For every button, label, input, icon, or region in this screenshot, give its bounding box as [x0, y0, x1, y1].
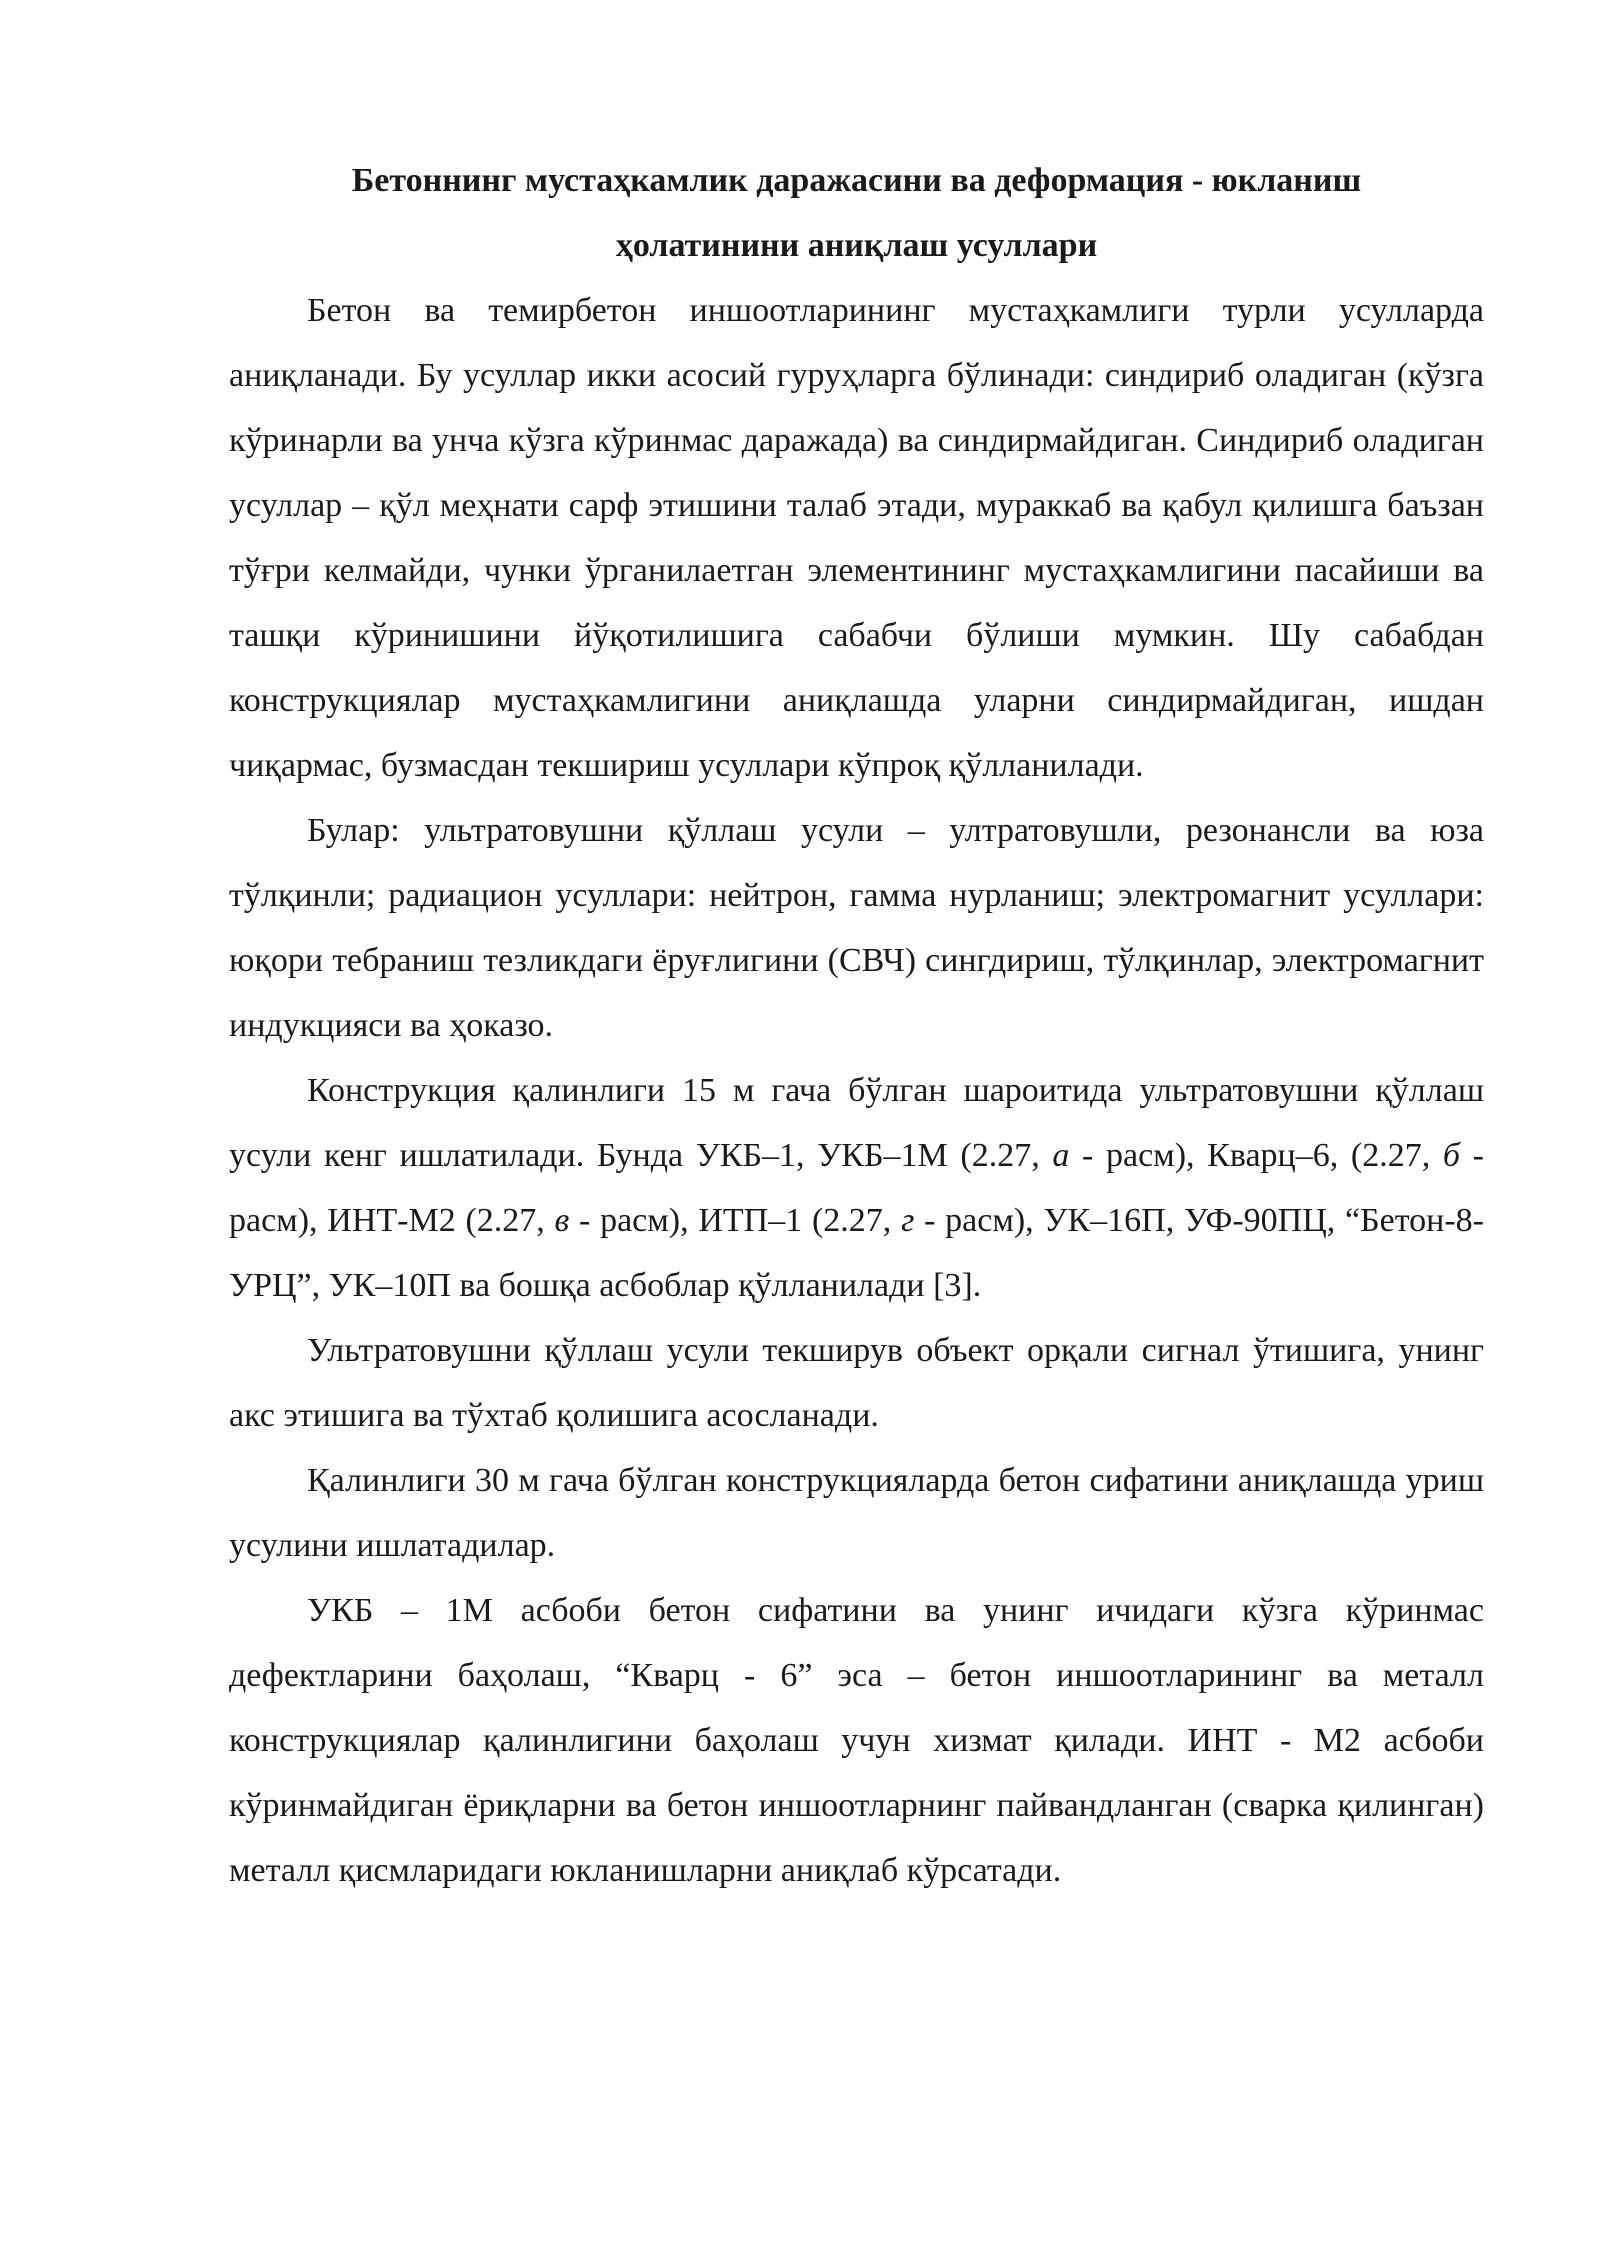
- figure-ref-v: в: [554, 1202, 570, 1239]
- paragraph-3: [229, 1058, 1484, 1318]
- paragraph-1: Бетон ва темирбетон иншоотларининг мустаҳкамлиги турли усулларда аниқланади. Бу усуллар икки асосий гуруҳларга бўлинади: синдириб оладиган (кўзга кўринарли ва унча кўзга кўринмас даражада) ва синдирмайдиган. Синдириб оладиган усуллар – қўл меҳнати сарф этишини талаб этади, мураккаб ва қабул қилишга баъзан тўғри келмайди, чунки ўрганилаетган элементининг мустаҳкамлигини пасайиши ва ташқи кўринишини йўқотилишига сабабчи бўлиши мумкин. Шу сабабдан конструкциялар мустаҳкамлигини аниқлашда уларни синдирмайдиган, ишдан чиқармас, бузмасдан текшириш усуллари кўпроқ қўлланилади.: [229, 292, 1484, 784]
- figure-ref-a: а: [1052, 1137, 1070, 1174]
- paragraph-3-text-1: Конструкция қалинлиги 15 м гача бўлган шароитида ультратовушни қўллаш усули кенг ишлатилади. Бунда УКБ–1, УКБ–1М (2.27,: [229, 1072, 1484, 1174]
- document-title: [229, 148, 1484, 278]
- paragraph-3-text-4: - расм), ИТП–1 (2.27,: [569, 1202, 902, 1239]
- paragraph-3-text-5: - расм), УК–16П, УФ-90ПЦ, “Бетон-8-УРЦ”, УК–10П ва бошқа асбоблар қўлланилади [3].: [229, 1202, 1484, 1304]
- paragraph-3-text-3: - расм), ИНТ-М2 (2.27,: [229, 1137, 1484, 1239]
- paragraph-2: Булар: ультратовушни қўллаш усули – ултратовушли, резонансли ва юза тўлқинли; радиацион усуллари: нейтрон, гамма нурланиш; электромагнит усуллари: юқори тебраниш тезликдаги ёруғлигини (СВЧ) сингдириш, тўлқинлар, электромагнит индукцияси ва ҳоказо.: [229, 812, 1484, 1044]
- paragraph-4: Ультратовушни қўллаш усули текширув объект орқали сигнал ўтишига, унинг акс этишига ва тўхтаб қолишига асосланади.: [229, 1332, 1484, 1434]
- paragraph-6: УКБ – 1М асбоби бетон сифатини ва унинг ичидаги кўзга кўринмас дефектларини баҳолаш, “Кварц - 6” эса – бетон иншоотларининг ва металл конструкциялар қалинлигини баҳолаш учун хизмат қилади. ИНТ - М2 асбоби кўринмайдиган ёриқларни ва бетон иншоотларнинг пайвандланган (сварка қилинган) металл қисмларидаги юкланишларни аниқлаб кўрсатади.: [229, 1592, 1484, 1889]
- title-line-2: ҳолатинини аниқлаш усуллари: [615, 227, 1098, 264]
- figure-ref-b: б: [1442, 1137, 1461, 1174]
- paragraph-3-text-2: - расм), Кварц–6, (2.27,: [1069, 1137, 1443, 1174]
- figure-ref-g: г: [901, 1202, 915, 1239]
- document-body: [229, 148, 1484, 1903]
- title-line-1: Бетоннинг мустаҳкамлик даражасини ва деформация - юкланиш: [351, 162, 1362, 199]
- paragraph-5: Қалинлиги 30 м гача бўлган конструкцияларда бетон сифатини аниқлашда уриш усулини ишлатадилар.: [229, 1462, 1484, 1564]
